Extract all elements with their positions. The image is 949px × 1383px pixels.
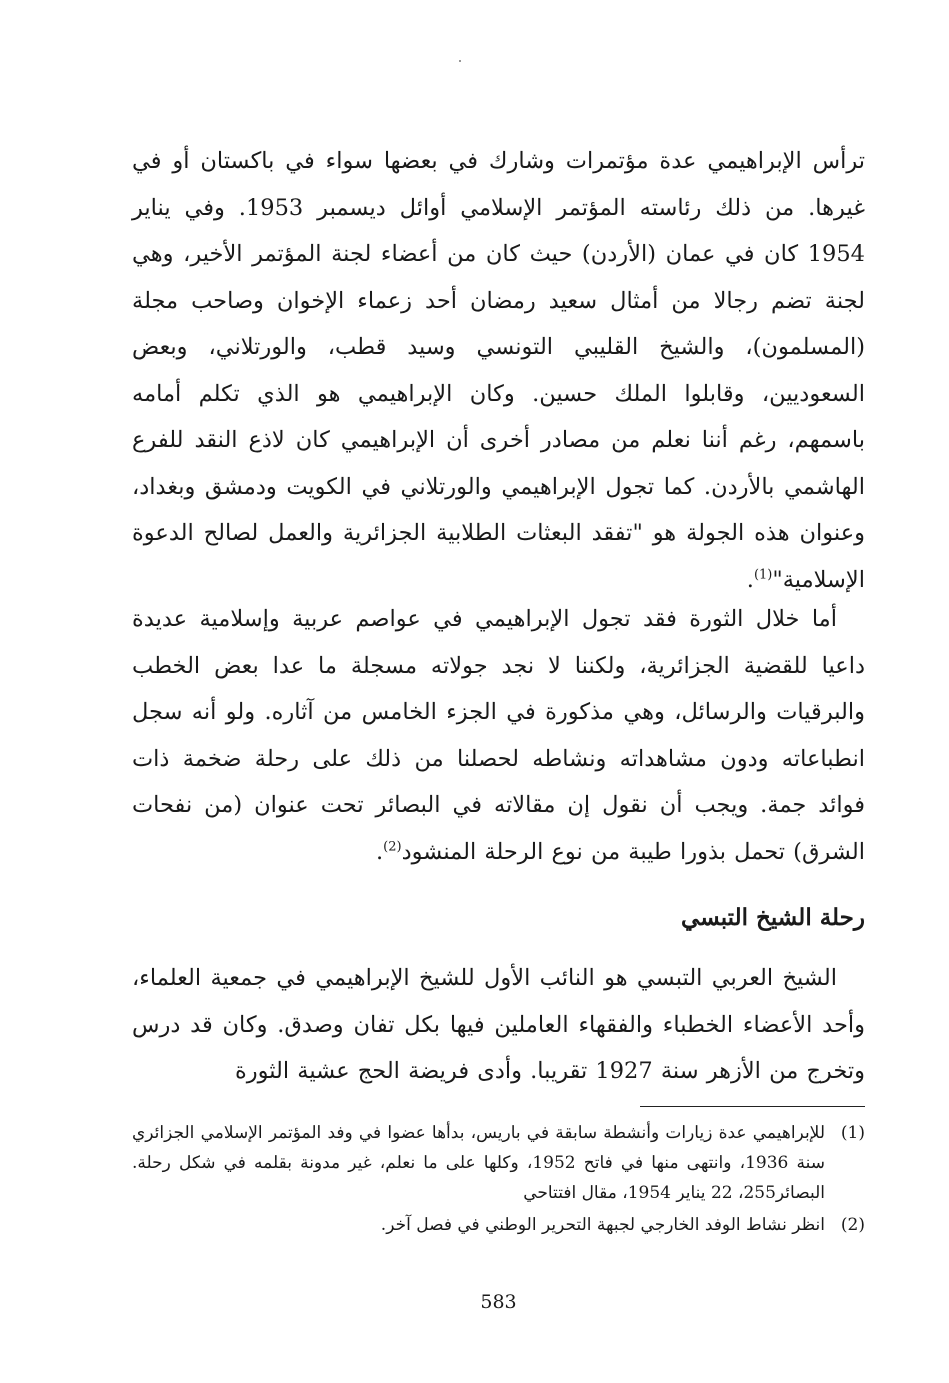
footnote-text: للإبراهيمي عدة زيارات وأنشطة سابقة في باريس، بدأها عضوا في وفد المؤتمر الإسلامي الجزائري سنة 1936، وانتهى منها في فاتح 1952، وكلها على ما نعلم، غير مدونة بقلمه في شكل رحلة. البصائر255، 22 يناير 1954، مقال افتتاحي <box>132 1123 825 1203</box>
paragraph-1-text: ترأس الإبراهيمي عدة مؤتمرات وشارك في بعضها سواء في باكستان أو في غيرها. من ذلك رئاسته المؤتمر الإسلامي أوائل ديسمبر 1953. وفي يناير 1954 كان في عمان (الأردن) حيث كان من أعضاء لجنة المؤتمر الأخير، وهي لجنة تضم رجالا من أمثال سعيد رمضان أحد زعماء الإخوان وصاحب مجلة (المسلمون)، والشيخ القليبي التونسي وسيد قطب، والورتلاني، وبعض السعوديين، وقابلوا الملك حسين. وكان الإبراهيمي هو الذي تكلم أمامه باسمهم، رغم أننا نعلم من مصادر أخرى أن الإبراهيمي كان لاذع النقد للفرع الهاشمي بالأردن. كما تجول الإبراهيمي والورتلاني في الكويت ودمشق وبغداد، وعنوان هذه الجولة هو "تفقد البعثات الطلابية الجزائرية والعمل لصالح الدعوة الإسلامية" <box>132 148 865 593</box>
paragraph-2 <box>132 596 865 875</box>
footnote-ref-2[interactable]: (2) <box>383 839 402 854</box>
section-heading: رحلة الشيخ التبسي <box>681 904 865 931</box>
page-number: 583 <box>480 1291 517 1313</box>
paragraph-1 <box>132 138 865 603</box>
footnote-ref-1[interactable]: (1) <box>753 567 773 582</box>
footnote-item <box>132 1118 865 1208</box>
footnote-text: انظر نشاط الوفد الخارجي لجبهة التحرير الوطني في فصل آخر. <box>380 1215 825 1235</box>
footnote-divider <box>640 1106 865 1107</box>
paragraph-3 <box>132 955 865 1095</box>
book-page <box>132 0 865 1383</box>
paragraph-1-end: . <box>746 566 754 593</box>
footnotes <box>132 1118 865 1242</box>
paragraph-2-text: أما خلال الثورة فقد تجول الإبراهيمي في عواصم عربية وإسلامية عديدة داعيا للقضية الجزائرية، ولكننا لا نجد جولاته مسجلة ما عدا بعض الخطب والبرقيات والرسائل، وهي مذكورة في الجزء الخامس من آثاره. ولو أنه سجل انطباعاته ودون مشاهداته ونشاطه لحصلنا من ذلك على رحلة ضخمة ذات فوائد جمة. ويجب أن نقول إن مقالاته في البصائر تحت عنوان (من نفحات الشرق) تحمل بذورا طيبة من نوع الرحلة المنشود <box>132 606 865 865</box>
footnote-item <box>132 1210 865 1240</box>
paragraph-2-end: . <box>376 838 384 865</box>
paper-speck <box>459 60 461 62</box>
footnote-number: (1) <box>840 1123 865 1143</box>
paragraph-3-text: الشيخ العربي التبسي هو النائب الأول للشيخ الإبراهيمي في جمعية العلماء، وأحد الأعضاء الخطباء والفقهاء العاملين فيها بكل تفان وصدق. وكان قد درس وتخرج من الأزهر سنة 1927 تقريبا. وأدى فريضة الحج عشية الثورة <box>132 965 865 1084</box>
footnote-number: (2) <box>840 1215 865 1235</box>
